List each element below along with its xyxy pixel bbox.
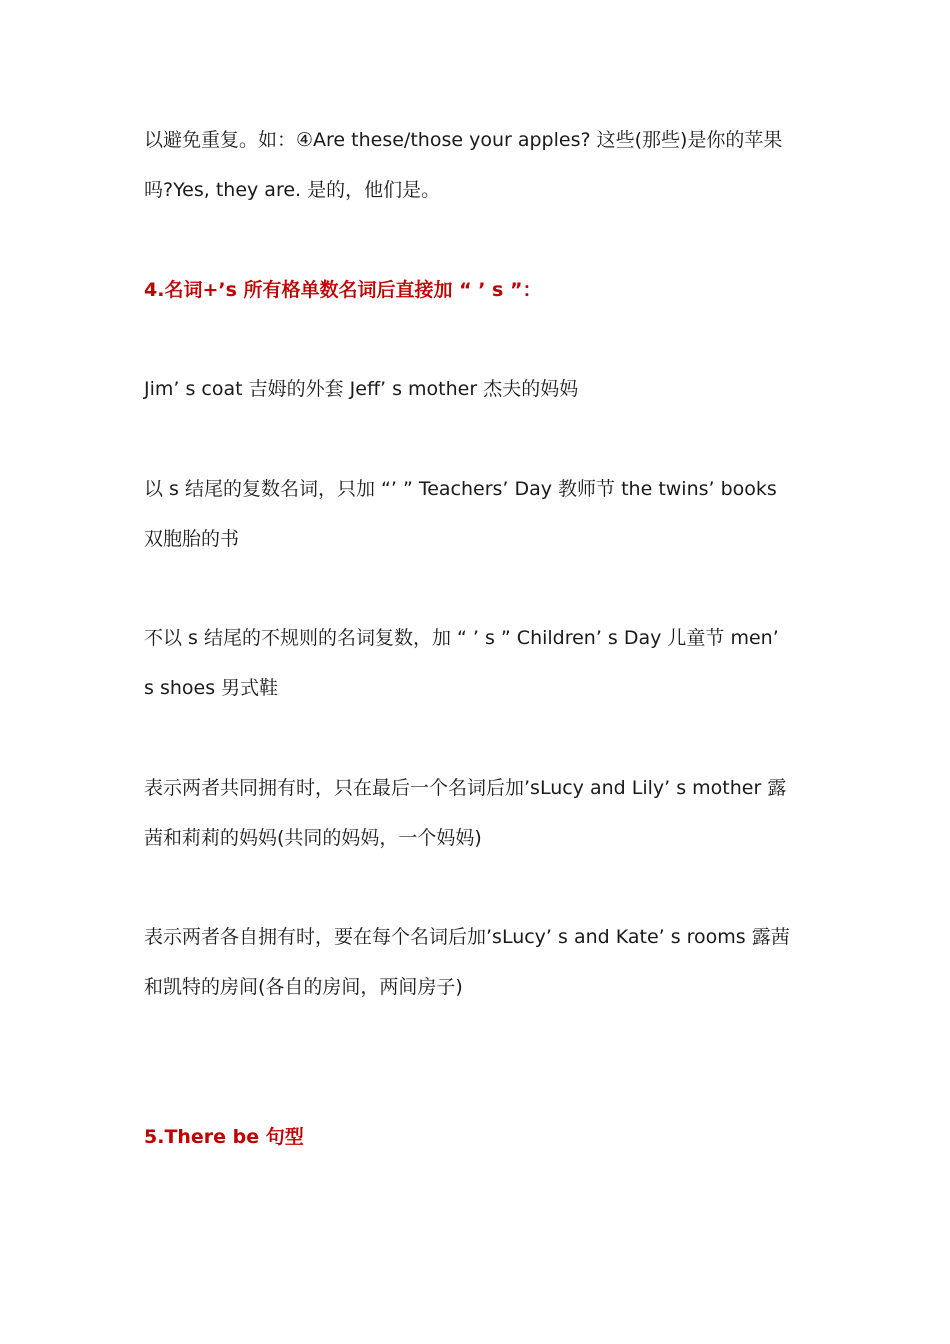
- body-line: 和凯特的房间(各自的房间，两间房子): [144, 976, 463, 998]
- body-line: Jim’ s coat 吉姆的外套 Jeff’ s mother 杰夫的妈妈: [144, 378, 579, 400]
- section-heading: 4.名词+’s 所有格单数名词后直接加 “ ’ s ”：: [144, 279, 542, 301]
- body-line: 表示两者共同拥有时，只在最后一个名词后加’sLucy and Lily’ s mother 露: [144, 777, 787, 799]
- body-line: 以避免重复。如：④Are these/those your apples? 这些(那些)是你的苹果: [144, 129, 783, 151]
- body-line: 吗?Yes, they are. 是的，他们是。: [144, 179, 441, 201]
- body-line: 不以 s 结尾的不规则的名词复数，加 “ ’ s ” Children’ s Day 儿童节 men’: [144, 627, 779, 649]
- body-line: 茜和莉莉的妈妈(共同的妈妈，一个妈妈): [144, 827, 482, 849]
- body-line: 表示两者各自拥有时，要在每个名词后加’sLucy’ s and Kate’ s rooms 露茜: [144, 926, 790, 948]
- body-line: 双胞胎的书: [144, 528, 240, 550]
- body-line: s shoes 男式鞋: [144, 677, 279, 699]
- section-heading: 5.There be 句型: [144, 1126, 304, 1148]
- body-line: 以 s 结尾的复数名词，只加 “’ ” Teachers’ Day 教师节 the twins’ books: [144, 478, 777, 500]
